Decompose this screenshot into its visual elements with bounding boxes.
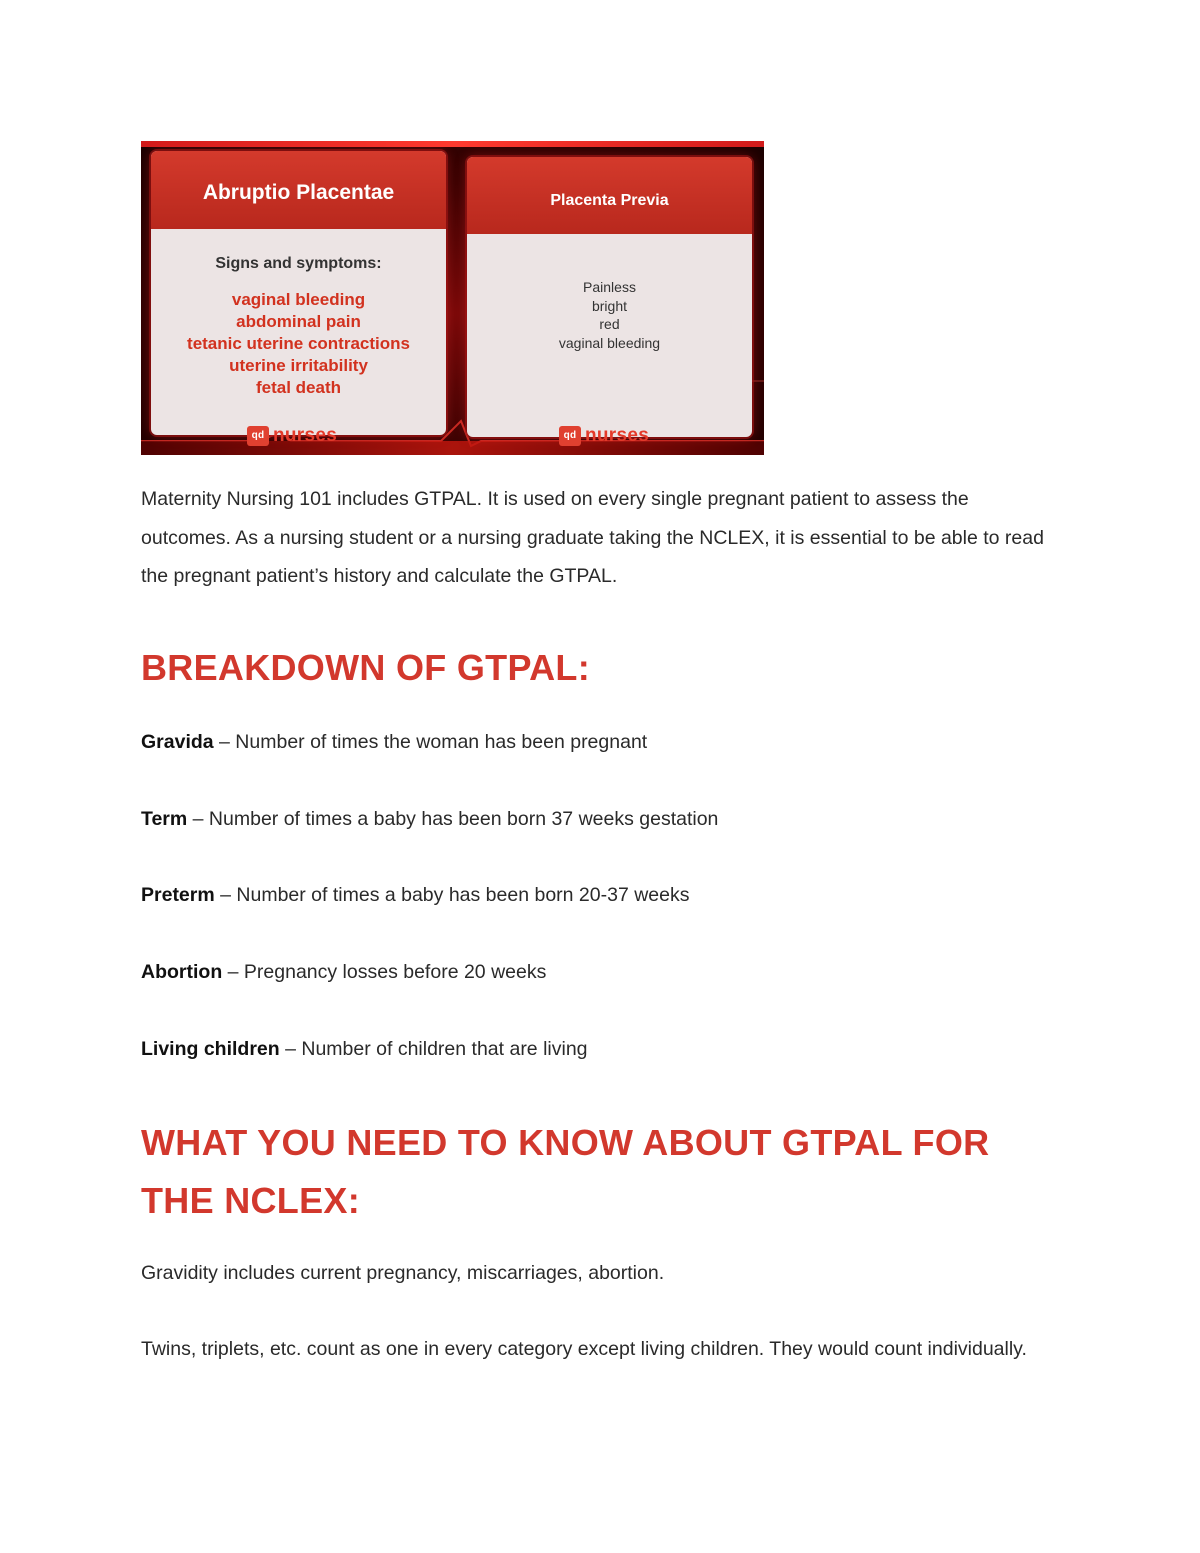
- term-label: Preterm: [141, 884, 215, 906]
- symptom-item: abdominal pain: [236, 312, 361, 331]
- nclex-heading: WHAT YOU NEED TO KNOW ABOUT GTPAL FOR THE NCLEX:: [141, 1122, 990, 1221]
- breakdown-heading: BREAKDOWN OF GTPAL:: [141, 647, 590, 688]
- term-term: [141, 808, 718, 831]
- term-abortion: [141, 961, 546, 984]
- abruptio-placentae-card: [151, 151, 446, 435]
- term-label: Abortion: [141, 961, 223, 983]
- symptom-item: tetanic uterine contractions: [187, 334, 410, 353]
- card-subtitle: Signs and symptoms:: [215, 255, 382, 272]
- logo-mark: qd: [247, 426, 269, 446]
- card-body: [467, 234, 752, 352]
- symptom-item: fetal death: [255, 378, 342, 397]
- placenta-comparison-image: [141, 141, 764, 455]
- card-title: Placenta Previa: [467, 157, 752, 234]
- term-definition: – Number of times a baby has been born 20-37 weeks: [214, 884, 690, 906]
- term-definition: – Pregnancy losses before 20 weeks: [222, 961, 547, 983]
- note-paragraph: Gravidity includes current pregnancy, miscarriages, abortion.: [141, 1262, 665, 1284]
- card-title: Abruptio Placentae: [151, 151, 446, 229]
- term-preterm: [141, 884, 690, 907]
- qd-nurses-logo: [559, 425, 649, 447]
- qd-nurses-logo: [247, 425, 337, 447]
- term-label: Term: [141, 808, 188, 830]
- note-paragraph: Twins, triplets, etc. count as one in every category except living children. They would count individually.: [141, 1338, 1027, 1360]
- term-definition: – Number of times a baby has been born 37 weeks gestation: [187, 808, 719, 830]
- intro-paragraph: Maternity Nursing 101 includes GTPAL. It is used on every single pregnant patient to assess the outcomes. As a nursing student or a nursing graduate taking the NCLEX, it is essential to be able to read the pregnant patient’s history and calculate the GTPAL.: [141, 488, 1044, 587]
- symptom-item: red: [599, 316, 620, 332]
- card-body: [151, 229, 446, 399]
- banner-glow-bottom: [141, 441, 764, 455]
- term-living-children: [141, 1038, 588, 1061]
- symptom-item: vaginal bleeding: [231, 290, 366, 309]
- term-label: Gravida: [141, 731, 214, 753]
- placenta-previa-card: [467, 157, 752, 437]
- term-definition: – Number of children that are living: [279, 1038, 588, 1060]
- symptom-item: vaginal bleeding: [558, 334, 661, 351]
- logo-text: nurses: [585, 425, 650, 446]
- symptom-item: Painless: [583, 279, 636, 295]
- term-label: Living children: [141, 1038, 280, 1060]
- term-gravida: [141, 731, 647, 754]
- logo-text: nurses: [273, 425, 338, 446]
- term-definition: – Number of times the woman has been pregnant: [213, 731, 648, 753]
- logo-mark: qd: [559, 426, 581, 446]
- symptom-item: uterine irritability: [229, 356, 368, 375]
- symptom-item: bright: [591, 297, 628, 314]
